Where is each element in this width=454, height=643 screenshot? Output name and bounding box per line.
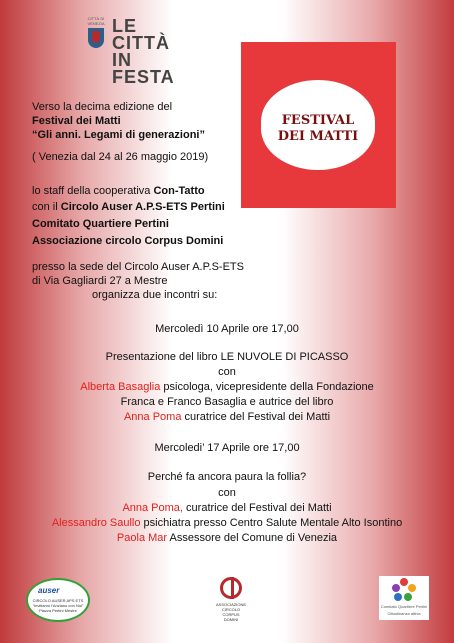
event1-speaker1 <box>0 380 454 394</box>
logo-line-2: CITTÀ <box>112 33 170 53</box>
festival-logo-line-1: FESTIVAL <box>281 113 355 128</box>
intro-dates: ( Venezia dal 24 al 26 maggio 2019) <box>32 151 209 163</box>
comitato-quartiere-name: Comitato Quartiere Pertini <box>32 218 169 230</box>
associazione-corpus-domini-name: Associazione circolo Corpus Domini <box>32 235 224 247</box>
festival-dei-matti-logo <box>241 42 396 208</box>
event1-title: Presentazione del libro LE NUVOLE DI PICASSO <box>105 351 349 363</box>
intro-line-1: Verso la decima edizione del <box>32 101 173 113</box>
speaker-name: Alessandro Saullo <box>51 517 141 529</box>
speaker-name: Paola Mar <box>116 532 168 544</box>
venue-intro: organizza due incontri su: <box>92 289 218 301</box>
circolo-auser-name: Circolo Auser A.P.S-ETS Pertini <box>60 201 225 213</box>
speaker-name: Anna Poma <box>123 411 182 423</box>
speaker-role: curatrice del Festival dei Matti <box>182 502 332 514</box>
corpus-domini-logo <box>216 577 246 621</box>
speaker-role: curatrice del Festival dei Matti <box>181 411 331 423</box>
speaker-name: Alberta Basaglia <box>80 381 161 393</box>
auser-caption-2: “Invitiamo l'Anziano con Noi” <box>32 603 84 608</box>
staff-prefix: lo staff della cooperativa <box>32 185 154 197</box>
auser-logo-caption <box>31 598 85 613</box>
intro-theme: “Gli anni. Legami di generazioni” <box>32 129 205 141</box>
crest-caption: CITTÀ DI VENEZIA <box>87 16 105 26</box>
intro-festival-name: Festival dei Matti <box>32 115 121 127</box>
festival-logo-text <box>261 113 375 145</box>
venezia-crest-logo <box>84 16 108 68</box>
speaker-name: Anna Poma, <box>122 502 183 514</box>
shield-icon <box>88 28 104 48</box>
festival-logo-line-2: DEI MATTI <box>277 129 359 144</box>
festival-logo-oval <box>261 80 375 170</box>
corpus-domini-caption: ASSOCIAZIONE CIRCOLO CORPUS DOMINI <box>216 602 247 622</box>
staff-line-1 <box>32 184 205 198</box>
venue-address: di Via Gagliardi 27 a Mestre <box>32 275 168 287</box>
event2-title: Perché fa ancora paura la follia? <box>147 471 307 483</box>
event1-speaker2 <box>0 410 454 424</box>
colorful-people-icon <box>392 578 416 602</box>
speaker-role: psicologa, vicepresidente della Fondazione <box>160 381 374 393</box>
comitato-quartiere-logo <box>379 576 429 620</box>
venue-line-1: presso la sede del Circolo Auser A.P.S-ETS <box>32 261 244 273</box>
event1-speaker1-role2: Franca e Franco Basaglia e autrice del libro <box>120 396 334 408</box>
corpus-domini-emblem-icon <box>220 577 242 599</box>
event1-date: Mercoledì 10 Aprile ore 17,00 <box>155 323 299 335</box>
event2-con: con <box>218 487 236 499</box>
speaker-role: Assessore del Comune di Venezia <box>167 532 338 544</box>
auser-caption-3: Piazza Pertini Mestre <box>39 608 77 613</box>
event2-speaker3 <box>0 531 454 545</box>
speaker-role: psichiatra presso Centro Salute Mentale Alto Isontino <box>140 517 403 529</box>
event2-speaker1 <box>0 501 454 515</box>
event2-speaker2 <box>0 516 454 530</box>
cooperativa-name: Con-Tatto <box>153 185 205 197</box>
logo-line-3: IN <box>112 50 132 70</box>
auser-caption-1: CIRCOLO AUSER APS ETS <box>32 598 84 603</box>
quartiere-caption: Comitato Quartiere Pertini <box>380 604 428 609</box>
event2-date: Mercoledi’ 17 Aprile ore 17,00 <box>154 442 300 454</box>
auser-logo <box>26 578 90 622</box>
quartiere-subcaption: Cittadinanza attiva <box>387 611 421 616</box>
staff-con-prefix: con il <box>32 201 61 213</box>
logo-line-1: LE <box>112 16 138 36</box>
le-citta-in-festa-logo <box>112 18 175 86</box>
event1-con: con <box>218 366 236 378</box>
logo-line-4: FESTA <box>112 67 175 87</box>
auser-logo-name: auser <box>38 586 60 595</box>
staff-line-2 <box>32 200 225 214</box>
